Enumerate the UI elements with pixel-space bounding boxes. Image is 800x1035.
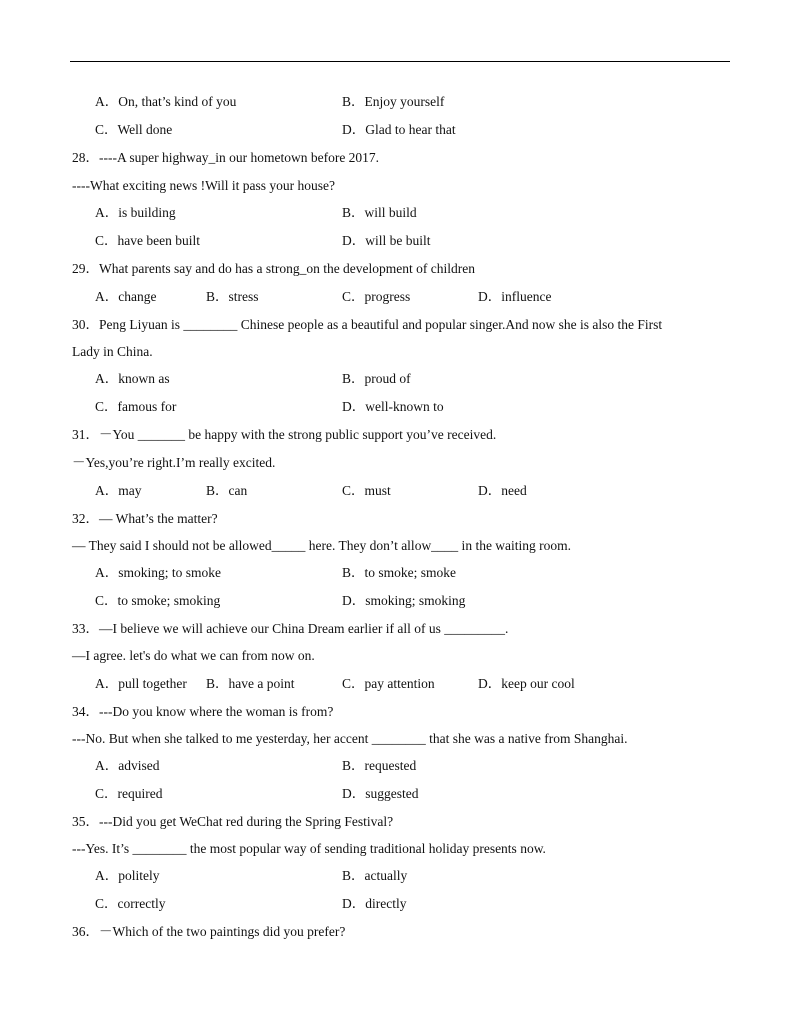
q34-option-c: C．required [95,786,163,801]
q30-option-a: A．known as [95,371,170,386]
header-rule [70,61,730,62]
q32-stem: 32．— What’s the matter? [72,511,218,526]
q32-option-b: B．to smoke; smoke [342,565,457,580]
q36-stem: 36．－Which of the two paintings did you prefer? [72,924,346,939]
q29-stem: 29．What parents say and do has a strong_on the development of children [72,261,476,276]
q31-option-d: D．need [478,483,527,498]
q27-option-c: C．Well done [95,122,173,137]
q29-option-a: A．change [95,289,157,304]
q34-option-b: B．requested [342,758,417,773]
q32-option-c: C．to smoke; smoking [95,593,221,608]
q28-option-d: D．will be built [342,233,431,248]
q28-stem: 28．----A super highway_in our hometown before 2017. [72,150,380,165]
q35-option-b: B．actually [342,868,408,883]
q28-option-c: C．have been built [95,233,200,248]
q31-option-b: B．can [206,483,248,498]
q30-stem: 30．Peng Liyuan is ________ Chinese people as a beautiful and popular singer.And now she is also the First [72,317,663,332]
q32-dialogue-line: — They said I should not be allowed_____ here. They don’t allow____ in the waiting room. [72,538,572,553]
q33-option-b: B．have a point [206,676,295,691]
q34-option-a: A．advised [95,758,160,773]
q33-stem: 33．—I believe we will achieve our China Dream earlier if all of us _________. [72,621,509,636]
q32-option-d: D．smoking; smoking [342,593,466,608]
q35-option-d: D．directly [342,896,407,911]
q35-stem: 35．---Did you get WeChat red during the Spring Festival? [72,814,394,829]
q33-option-d: D．keep our cool [478,676,575,691]
q29-option-b: B．stress [206,289,259,304]
q35-dialogue-line: ---Yes. It’s ________ the most popular way of sending traditional holiday presents now. [72,841,546,856]
q31-option-c: C．must [342,483,391,498]
q28-dialogue-line: ----What exciting news !Will it pass your house? [72,178,336,193]
q33-option-a: A．pull together [95,676,187,691]
q35-option-c: C．correctly [95,896,166,911]
q34-stem: 34．---Do you know where the woman is from? [72,704,334,719]
q29-option-d: D．influence [478,289,552,304]
q27-option-d: D．Glad to hear that [342,122,456,137]
q33-dialogue-line: —I agree. let's do what we can from now on. [72,648,315,663]
q30-stem-continued: Lady in China. [72,344,153,359]
q30-option-c: C．famous for [95,399,177,414]
q27-option-b: B．Enjoy yourself [342,94,445,109]
q30-option-d: D．well-known to [342,399,444,414]
q33-option-c: C．pay attention [342,676,435,691]
q32-option-a: A．smoking; to smoke [95,565,222,580]
q34-option-d: D．suggested [342,786,419,801]
q27-option-a: A．On, that’s kind of you [95,94,237,109]
q28-option-a: A．is building [95,205,176,220]
q28-option-b: B．will build [342,205,417,220]
q35-option-a: A．politely [95,868,160,883]
q31-dialogue-line: －Yes,you’re right.I’m really excited. [72,455,276,470]
q31-option-a: A．may [95,483,142,498]
q34-dialogue-line: ---No. But when she talked to me yesterday, her accent ________ that she was a native from Shanghai. [72,731,628,746]
q31-stem: 31．－You _______ be happy with the strong public support you’ve received. [72,427,497,442]
q29-option-c: C．progress [342,289,411,304]
q30-option-b: B．proud of [342,371,411,386]
